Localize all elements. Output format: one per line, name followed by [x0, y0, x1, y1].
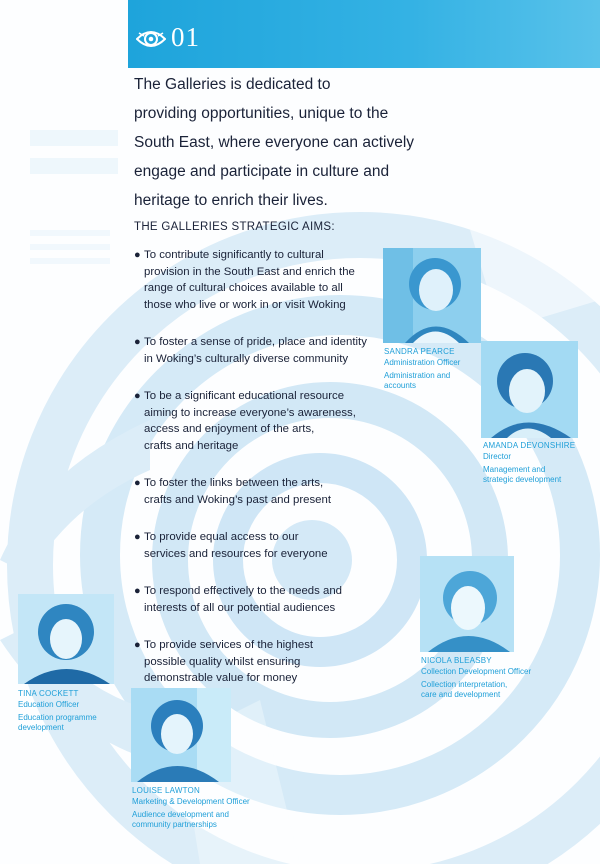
staff-caption-louise-lawton	[132, 786, 250, 830]
staff-responsibility: Administration and	[384, 371, 451, 380]
aim-item	[134, 529, 374, 562]
aim-line: those who live or work in or visit Woking	[144, 298, 346, 311]
intro-line: heritage to enrich their lives.	[134, 192, 328, 209]
aim-item	[134, 334, 374, 367]
staff-caption-amanda-devonshire	[483, 441, 575, 485]
staff-caption-nicola-bleasby	[421, 656, 531, 700]
aim-line: services and resources for everyone	[144, 547, 328, 560]
staff-name: NICOLA BLEASBY	[421, 656, 492, 665]
intro-line: providing opportunities, unique to the	[134, 105, 389, 122]
staff-responsibility: care and development	[421, 690, 501, 699]
aim-line: access and enjoyment of the arts,	[144, 423, 315, 435]
aim-line: in Woking’s culturally diverse community	[144, 352, 349, 365]
staff-photo-nicola-bleasby	[420, 556, 514, 652]
bullet-icon: ●	[134, 390, 141, 402]
staff-responsibility: strategic development	[483, 475, 562, 484]
aim-line: crafts and Woking’s past and present	[144, 493, 331, 506]
eye-icon	[136, 26, 166, 52]
bullet-icon: ●	[134, 477, 141, 489]
bullet-icon: ●	[134, 639, 141, 651]
intro-line: engage and participate in culture and	[134, 163, 390, 180]
bullet-icon: ●	[134, 585, 141, 597]
aims-heading: THE GALLERIES STRATEGIC AIMS:	[134, 221, 335, 233]
aim-line: interests of all our potential audiences	[144, 601, 336, 614]
aim-item	[134, 475, 374, 508]
staff-responsibility: Education programme	[18, 713, 97, 722]
staff-caption-tina-cockett	[18, 689, 97, 733]
staff-responsibility: development	[18, 723, 64, 732]
aim-line: possible quality whilst ensuring	[144, 655, 301, 668]
staff-photo-sandra-pearce	[383, 248, 481, 343]
staff-name: LOUISE LAWTON	[132, 786, 200, 795]
intro-line: The Galleries is dedicated to	[134, 76, 331, 93]
page-number: 01	[171, 22, 200, 52]
aim-line: To be a significant educational resource	[144, 390, 345, 402]
staff-photo-amanda-devonshire	[481, 341, 578, 438]
aim-item	[134, 388, 374, 454]
aim-line: To provide equal access to our	[144, 531, 299, 543]
staff-role: Director	[483, 452, 512, 461]
intro-paragraph	[134, 70, 434, 215]
bullet-icon: ●	[134, 249, 141, 261]
staff-name: TINA COCKETT	[18, 689, 79, 698]
staff-name: AMANDA DEVONSHIRE	[483, 441, 576, 450]
aim-line: To foster a sense of pride, place and identity	[144, 336, 367, 348]
staff-caption-sandra-pearce	[384, 347, 460, 391]
intro-line: South East, where everyone can actively	[134, 134, 415, 151]
staff-role: Administration Officer	[384, 358, 461, 367]
staff-responsibility: Collection interpretation,	[421, 680, 508, 689]
staff-responsibility: community partnerships	[132, 820, 217, 829]
staff-role: Marketing & Development Officer	[132, 797, 250, 806]
aim-item	[134, 247, 374, 313]
aim-line: aiming to increase everyone’s awareness,	[144, 406, 356, 419]
staff-responsibility: Audience development and	[132, 810, 229, 819]
bullet-icon: ●	[134, 336, 141, 348]
aim-line: To foster the links between the arts,	[144, 477, 324, 489]
aim-item	[134, 583, 374, 616]
staff-responsibility: Management and	[483, 465, 546, 474]
aim-line: To provide services of the highest	[144, 639, 314, 651]
bullet-icon: ●	[134, 531, 141, 543]
aim-line: To respond effectively to the needs and	[144, 585, 342, 597]
staff-name: SANDRA PEARCE	[384, 347, 455, 356]
aim-line: crafts and heritage	[144, 439, 239, 452]
staff-responsibility: accounts	[384, 381, 417, 390]
aim-line: demonstrable value for money	[144, 672, 298, 684]
aim-line: range of cultural choices available to all	[144, 282, 343, 294]
aims-list	[134, 247, 374, 687]
staff-photo-louise-lawton	[131, 688, 231, 782]
aim-line: provision in the South East and enrich the	[144, 265, 355, 278]
staff-role: Collection Development Officer	[421, 667, 532, 676]
aim-item	[134, 637, 374, 687]
aim-line: To contribute significantly to cultural	[144, 249, 324, 261]
staff-photo-tina-cockett	[18, 594, 114, 684]
staff-role: Education Officer	[18, 700, 80, 709]
